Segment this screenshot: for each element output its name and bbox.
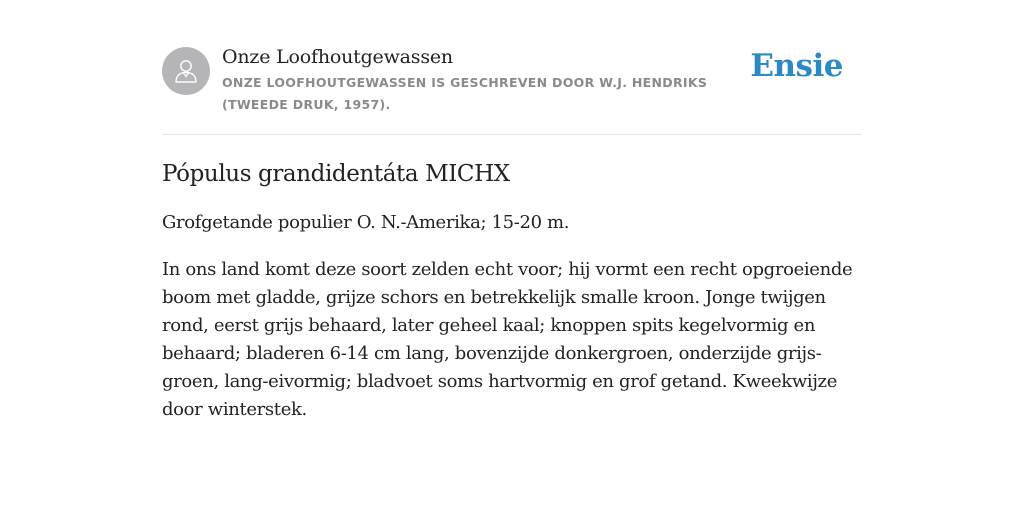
entry-paragraph-1: Grofgetande populier O. N.-Amerika; 15-20 m.: [162, 212, 570, 233]
source-header: [162, 0, 862, 135]
entry-title: Pópulus grandidentáta MICHX: [162, 161, 510, 187]
entry-content: [162, 135, 862, 424]
avatar: [162, 47, 210, 95]
entry-paragraph-2: In ons land komt deze soort zelden echt voor; hij vormt een recht opgroeiende boom met gladde, grijze schors en betrekkelijk smalle kroon. Jonge twijgen rond, eerst grijs behaard, later geheel kaal; knoppen spits kegelvormig en behaard; bladeren 6-14 cm lang, bovenzijde donkergroen, onderzijde grijs-groen, lang-eivormig; bladvoet soms hartvormig en grof getand. Kweekwijze door winterstek.: [162, 259, 853, 420]
ensie-logo-link[interactable]: Ensie: [750, 48, 843, 84]
source-title[interactable]: Onze Loofhoutgewassen: [222, 46, 453, 68]
page-container: [162, 0, 862, 424]
source-subtitle: ONZE LOOFHOUTGEWASSEN IS GESCHREVEN DOOR W.J. HENDRIKS (TWEEDE DRUK, 1957).: [222, 75, 708, 112]
user-icon: [171, 56, 201, 86]
